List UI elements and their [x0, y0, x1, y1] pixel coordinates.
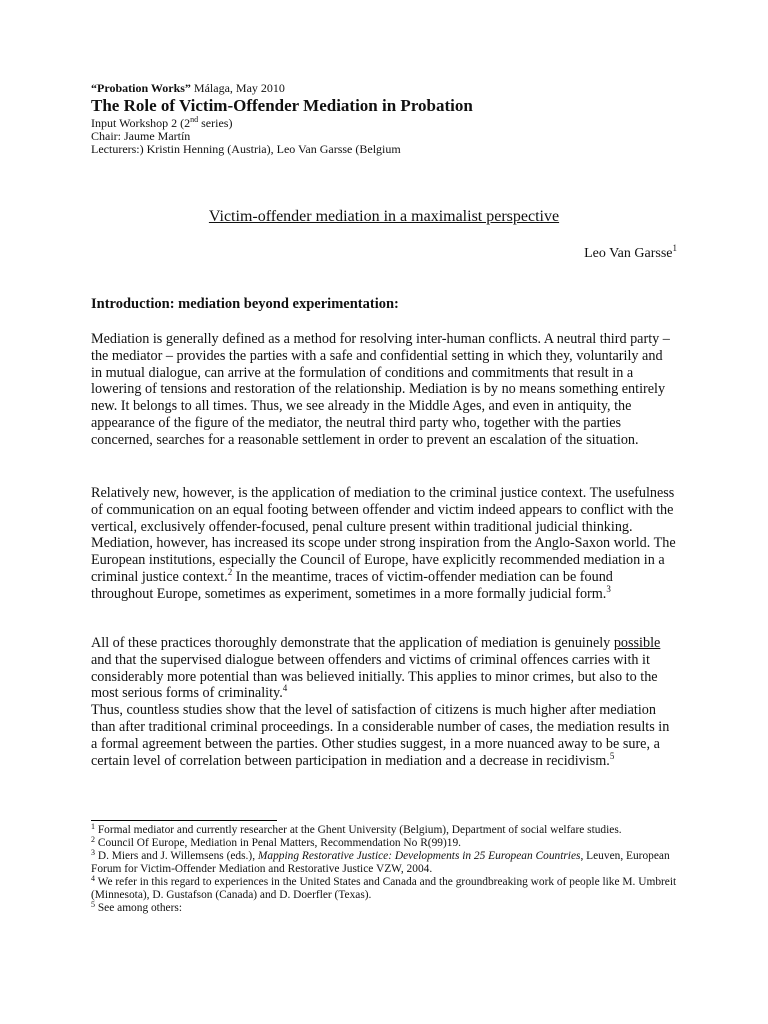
paragraph-3-text-c: Thus, countless studies show that the level of satisfaction of citizens is much higher after mediation than after traditional criminal proceedings. In a considerable number of cases, the mediation results in a formal agreement between the parties. Other studies suggest, in a more nuanced away to be sure, a certain level of correlation between participation in mediation and a decrease in recidivism. [91, 702, 670, 769]
footnote-3 [91, 850, 681, 876]
footnote-ref-4[interactable]: 4 [282, 683, 288, 694]
footnote-1-text: Formal mediator and currently researcher at the Ghent University (Belgium), Department of social welfare studies. [95, 824, 622, 836]
paragraph-2 [91, 485, 677, 603]
paragraph-1: Mediation is generally defined as a method for resolving inter-human conflicts. A neutral third party – the mediator – provides the parties with a safe and confidential setting in which they, voluntarily and in mutual dialogue, can arrive at the formulation of conditions and commitments that result in a lowering of tensions and restoration of the relationship. Mediation is by no means something entirely new. It belongs to all times. Thus, we see already in the Middle Ages, and even in antiquity, the appearance of the figure of the mediator, the neutral third party who, together with the parties concerned, searches for a reasonable settlement in order to prevent an escalation of the situation. [91, 331, 670, 448]
document-title: Victim-offender mediation in a maximalist perspective [208, 208, 560, 225]
document-header [91, 82, 691, 156]
footnote-4 [91, 876, 681, 902]
footnote-3-text-a: D. Miers and J. Willemsens (eds.), [95, 850, 258, 862]
footnote-number-2: 2 [91, 835, 95, 844]
footnote-5-text: See among others: [95, 902, 182, 914]
workshop-title: The Role of Victim-Offender Mediation in Probation [91, 96, 473, 115]
footnote-number-5: 5 [91, 900, 95, 909]
footnote-2 [91, 837, 681, 850]
footnote-5 [91, 902, 681, 915]
footnote-ref-3[interactable]: 3 [606, 583, 611, 594]
underlined-word: possible [613, 635, 661, 651]
event-place-date: Málaga, May 2010 [190, 81, 285, 95]
event-name: “Probation Works” [91, 81, 191, 95]
paragraph-3-text-b: and that the supervised dialogue between offenders and victims of criminal offences carries with it considerably more potential than was believed initially. This applies to minor crimes, but also to the most serious forms of criminality. [91, 651, 658, 702]
footnote-number-4: 4 [91, 874, 95, 883]
paragraph-2-text-b: In the meantime, traces of victim-offender mediation can be found throughout Europe, sometimes as experiment, sometimes in a more formally judicial form. [91, 568, 613, 602]
footnote-divider [91, 820, 277, 821]
event-line [91, 82, 691, 95]
workshop-prefix: Input Workshop 2 (2 [91, 116, 191, 130]
lecturers-line: Lecturers:) Kristin Henning (Austria), Leo Van Garsse (Belgium [91, 142, 401, 156]
author-line [584, 243, 677, 262]
footnote-ref-5[interactable]: 5 [609, 750, 615, 761]
chair-line: Chair: Jaume Martín [91, 129, 191, 143]
paragraph-3 [91, 635, 677, 769]
footnote-number-1: 1 [91, 822, 95, 831]
footnote-4-text: We refer in this regard to experiences in the United States and Canada and the groundbreaking work of people like M. Umbreit (Minnesota), D. Gustafson (Canada) and D. Doerfler (Texas). [91, 876, 677, 901]
author-footnote-ref[interactable]: 1 [672, 243, 677, 253]
paragraph-3-text-a: All of these practices thoroughly demonstrate that the application of mediation is genuinely [91, 635, 614, 651]
workshop-suffix: series) [198, 116, 233, 130]
footnote-1 [91, 824, 681, 837]
footnote-3-book-title: Mapping Restorative Justice: Developments in 25 European Countries [257, 850, 581, 862]
footnotes [91, 824, 681, 915]
section-heading: Introduction: mediation beyond experimentation: [91, 296, 399, 312]
footnote-3-text-b: , Leuven, European Forum for Victim-Offender Mediation and Restorative Justice VZW, 2004. [91, 850, 670, 875]
workshop-sup: nd [190, 115, 199, 124]
footnote-2-text: Council Of Europe, Mediation in Penal Matters, Recommendation No R(99)19. [95, 837, 462, 849]
paragraph-2-text-a: Relatively new, however, is the application of mediation to the criminal justice context. The usefulness of communication on an equal footing between offender and victim indeed appears to conflict with the vertical, exclusively offender-focused, penal culture present within traditional judicial thinking. Mediation, however, has increased its scope under strong inspiration from the Anglo-Saxon world. The European institutions, especially the Council of Europe, have explicitly recommended mediation in a criminal justice context. [91, 485, 676, 585]
footnote-ref-2[interactable]: 2 [227, 566, 233, 577]
author-name: Leo Van Garsse [584, 246, 673, 261]
footnote-number-3: 3 [91, 848, 95, 857]
